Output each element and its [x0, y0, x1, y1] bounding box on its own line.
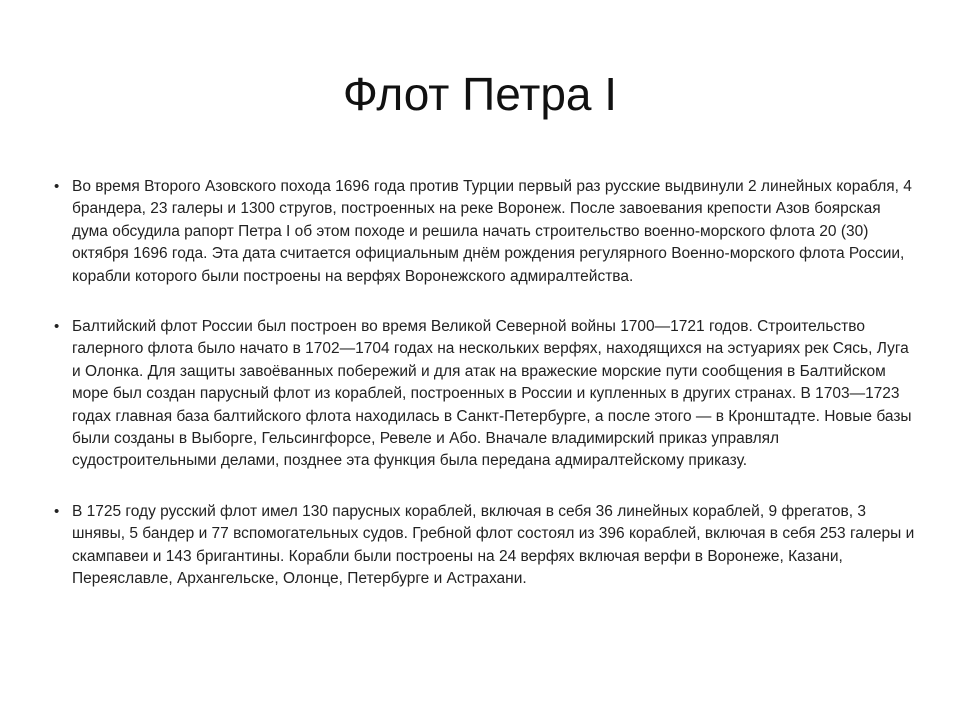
bullet-dot-icon: • [54, 178, 60, 195]
bullet-text: В 1725 году русский флот имел 130 парусных кораблей, включая в себя 36 линейных кораблей, 9 фрегатов, 3 шнявы, 5 бандер и 77 вспомогательных судов. Гребной флот состоял из 396 кораблей, включая в себя 253 галеры и скампавеи и 143 бригантины. Корабли были построены на 24 верфях включая верфи в Воронеже, Казани, Переяславле, Архангельске, Олонце, Петербурге и Астрахани. [72, 502, 915, 588]
bullet-dot-icon: • [54, 502, 60, 520]
slide-title: Флот Петра I [342, 68, 618, 120]
bullet-text: Балтийский флот России был построен во время Великой Северной войны 1700—1721 годов. Строительство галерного флота было начато в 1702—1704 годах на нескольких верфях, находящихся на эстуариях рек Сясь, Луга и Олонка. Для защиты завоёванных побережий и для атак на вражеские морские пути сообщения в Балтийском море был создан парусный флот из кораблей, построенных в России и купленных в других странах. В 1703—1723 годах главная база балтийского флота находилась в Санкт-Петербурге, а после этого — в Кронштадте. Новые базы были созданы в Выборге, Гельсингфорсе, Ревеле и Або. Вначале владимирский приказ управлял судостроительными делами, позднее эта функция была передана адмиралтейскому приказу. [72, 318, 912, 470]
bullet-item-1725 [54, 501, 916, 591]
bullet-text: Во время Второго Азовского похода 1696 года против Турции первый раз русские выдвинули 2 линейных корабля, 4 брандера, 23 галеры и 1300 стругов, построенных на реке Воронеж. После завоевания крепости Азов боярская дума обсудила рапорт Петра I об этом походе и решила начать строительство военно-морского флота 20 (30) октября 1696 года. Эта дата считается официальным днём рождения регулярного Военно-морского флота России, корабли которого были построены на верфях Воронежского адмиралтейства. [72, 178, 912, 285]
bullet-item-azov [54, 176, 916, 288]
bullet-list [54, 176, 916, 619]
bullet-dot-icon: • [54, 318, 60, 336]
bullet-item-baltic [54, 316, 916, 473]
